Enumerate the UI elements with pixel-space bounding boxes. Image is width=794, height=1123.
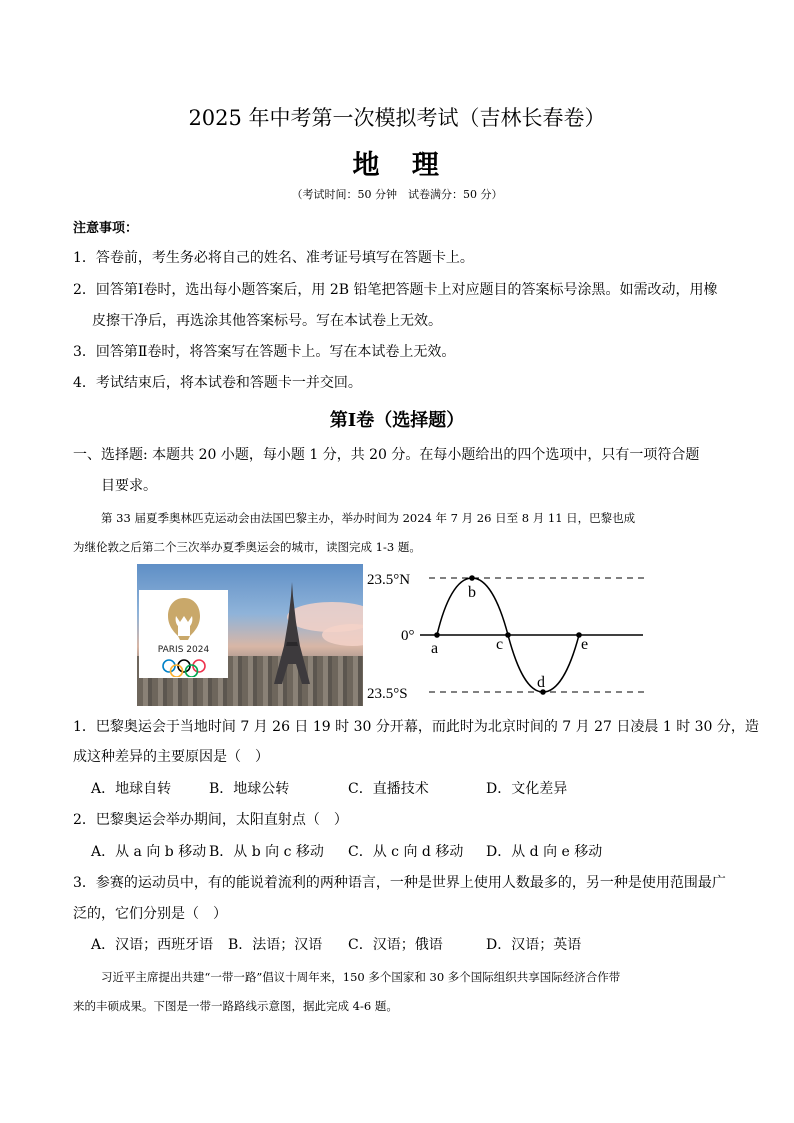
question-3-line-2: 泛的，它们分别是（ ） [73,906,227,922]
olympic-rings-icon [161,659,207,677]
exam-title: 2025 年中考第一次模拟考试（吉林长春卷） [188,106,606,130]
eiffel-tower-icon [272,582,312,684]
instructions-line-1: 一、选择题: 本题共 20 小题，每小题 1 分，共 20 分。在每小题给出的四个选项中，只有一项符合题 [73,447,700,463]
label-23-5-n: 23.5°N [367,572,411,588]
q2-option-b[interactable]: B．从 b 向 c 移动 [209,844,324,860]
q1-option-a[interactable]: A．地球自转 [91,781,172,797]
q3-option-b[interactable]: B．法语；汉语 [228,937,323,953]
note-item-1: 1．答卷前，考生务必将自己的姓名、准考证号填写在答题卡上。 [73,250,474,266]
notes-heading: 注意事项： [73,221,139,236]
label-b: b [468,584,476,601]
passage-2-line-1: 习近平主席提出共建“一带一路”倡议十周年来，150 多个国家和 30 多个国际组织共享国际经济合作带 [101,970,621,984]
question-1-line-2: 成这种差异的主要原因是（ ） [73,749,269,765]
q2-option-d[interactable]: D．从 d 向 e 移动 [486,844,603,860]
passage-1-line-1: 第 33 届夏季奥林匹克运动会由法国巴黎主办，举办时间为 2024 年 7 月 26 日至 8 月 11 日，巴黎也成 [101,511,636,525]
label-c: c [496,636,504,653]
paris-2024-logo [139,590,228,678]
note-item-2-cont: 皮擦干净后，再选涂其他答案标号。写在本试卷上无效。 [92,313,442,329]
point-c-marker [505,632,511,638]
question-1-line-1: 1．巴黎奥运会于当地时间 7 月 26 日 19 时 30 分开幕，而此时为北京时间的 7 月 27 日凌晨 1 时 30 分，造 [73,719,759,735]
q2-option-a[interactable]: A．从 a 向 b 移动 [91,844,207,860]
label-e: e [581,636,589,653]
point-a-marker [434,632,440,638]
q1-option-b[interactable]: B．地球公转 [209,781,290,797]
note-item-3: 3．回答第Ⅱ卷时，将答案写在答题卡上。写在本试卷上无效。 [73,344,456,360]
q1-option-c[interactable]: C．直播技术 [348,781,429,797]
q3-option-a[interactable]: A．汉语；西班牙语 [91,937,214,953]
cloud-shape [322,624,363,646]
subject-title: 地 理 [352,150,442,181]
q3-option-c[interactable]: C．汉语；俄语 [348,937,443,953]
passage-1-line-2: 为继伦敦之后第二个三次举办夏季奥运会的城市，读图完成 1-3 题。 [73,540,421,554]
section-title: 第Ⅰ卷（选择题） [329,410,465,431]
question-3-line-1: 3．参赛的运动员中，有的能说着流利的两种语言，一种是世界上使用人数最多的，另一种是使用范围最广 [73,875,726,891]
q2-option-c[interactable]: C．从 c 向 d 移动 [348,844,464,860]
exam-time-info: （考试时间：50 分钟 试卷满分：50 分） [291,188,503,201]
q3-option-d[interactable]: D．汉语；英语 [486,937,582,953]
point-b-marker [469,575,475,581]
paris-olympics-photo [137,564,363,706]
label-23-5-s: 23.5°S [367,686,408,702]
label-a: a [431,640,439,657]
label-equator: 0° [401,628,415,644]
note-item-4: 4．考试结束后，将本试卷和答题卡一并交回。 [73,375,362,391]
passage-2-line-2: 来的丰硕成果。下图是一带一路路线示意图，据此完成 4-6 题。 [73,999,398,1013]
label-d: d [537,674,545,691]
olympic-flame-icon [166,596,202,640]
logo-text: PARIS 2024 [157,645,210,655]
note-item-2: 2．回答第Ⅰ卷时，选出每小题答案后，用 2B 铅笔把答题卡上对应题目的答案标号涂黑。如需改动，用橡 [73,282,718,298]
instructions-line-2: 目要求。 [101,478,157,494]
question-2-line-1: 2．巴黎奥运会举办期间，太阳直射点（ ） [73,812,348,828]
sun-direct-point-diagram [365,566,655,702]
q1-option-d[interactable]: D．文化差异 [486,781,568,797]
